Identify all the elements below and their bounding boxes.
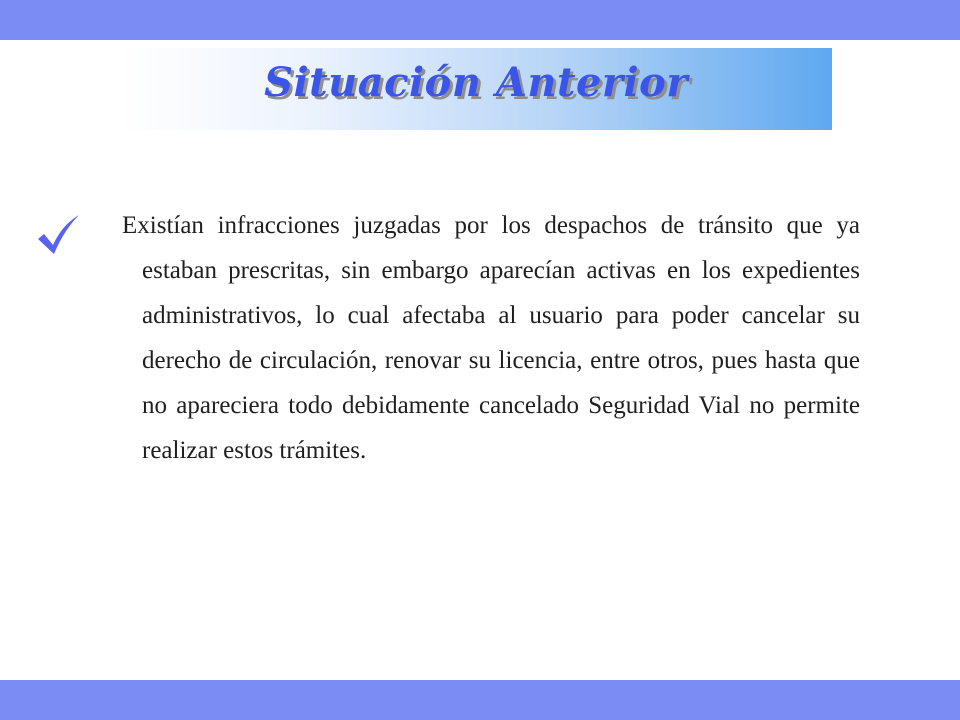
slide-title: Situación Anterior <box>264 58 688 106</box>
bullet-text-content: Existían infracciones juzgadas por los despachos de tránsito que ya estaban prescritas, sin embargo aparecían activas en los expedientes administrativos, lo cual afectaba al usuario para poder cancelar su derecho de circulación, renovar su licencia, entre otros, pues hasta que no apareciera todo debidamente cancelado Seguridad Vial no permite realizar estos trámites. <box>122 212 860 464</box>
top-band <box>0 0 960 40</box>
title-banner <box>120 48 832 130</box>
checkmark-icon <box>34 212 82 260</box>
bottom-band <box>0 680 960 720</box>
bullet-text <box>122 203 860 473</box>
